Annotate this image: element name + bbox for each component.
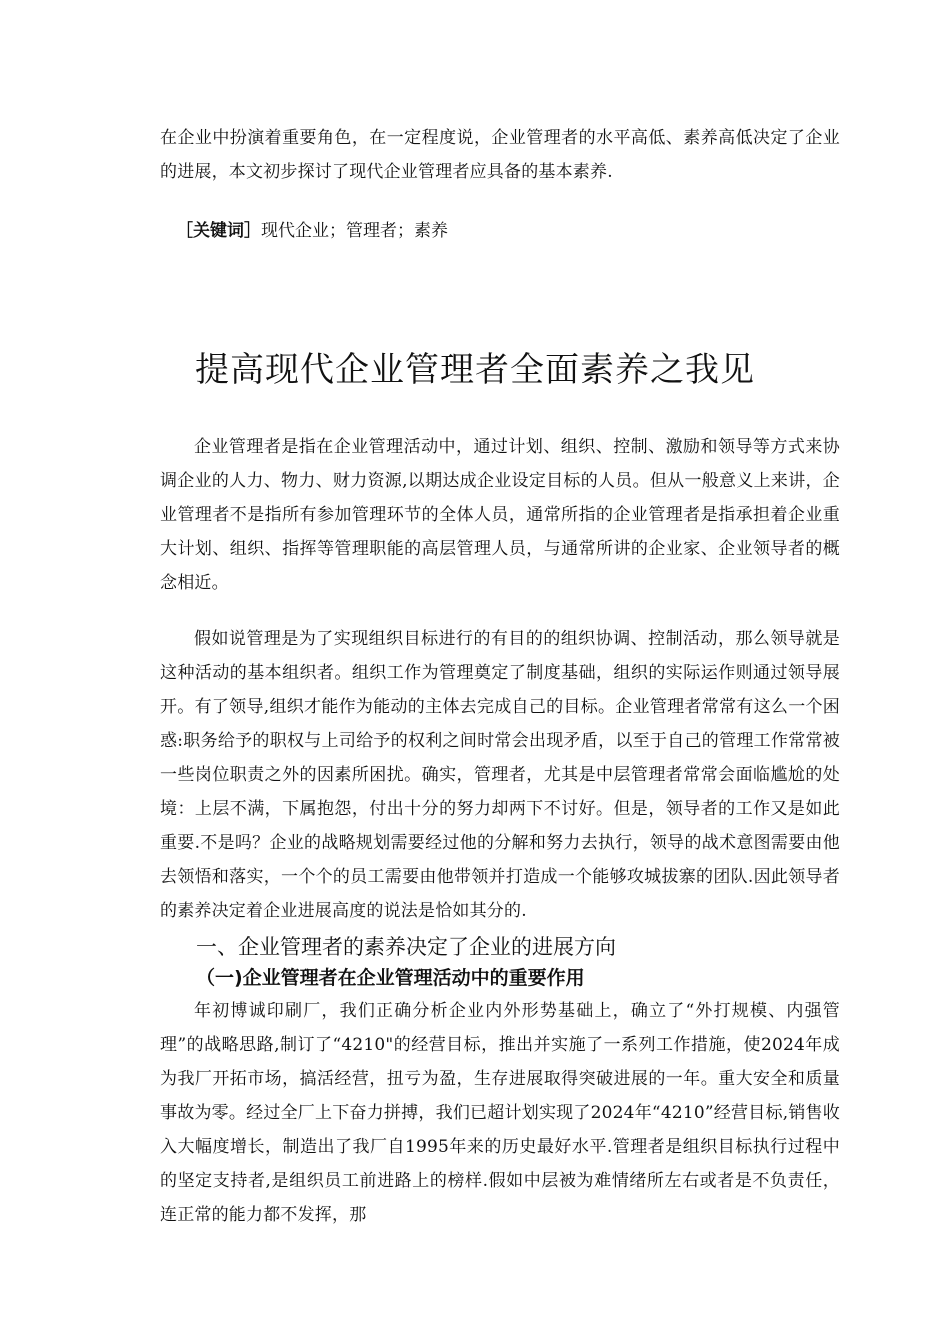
abstract-tail-text: 在企业中扮演着重要角色，在一定程度说，企业管理者的水平高低、素养高低决定了企业的进展，本文初步探讨了现代企业管理者应具备的基本素养. [160,128,840,182]
keywords-line [176,214,448,248]
body-paragraph-3: 年初博诚印刷厂，我们正确分析企业内外形势基础上，确立了“外打规模、内强管理”的战略思路,制订了“4210"的经营目标，推出并实施了一系列工作措施，使2024年成为我厂开拓市场，搞活经营，扭亏为盈，生存进展取得突破进展的一年。重大安全和质量事故为零。经过全厂上下奋力拼搏，我们已超计划实现了2024年“4210”经营目标,销售收入大幅度增长，制造出了我厂自1995年来的历史最好水平.管理者是组织目标执行过程中的坚定支持者,是组织员工前进路上的榜样.假如中层被为难情绪所左右或者是不负责任，连正常的能力都不发挥，那 [160,1001,840,1225]
article-title: 提高现代企业管理者全面素养之我见 [195,350,755,390]
section-heading: 一、企业管理者的素养决定了企业的进展方向 [196,935,616,959]
keywords-value: 现代企业；管理者；素养 [261,221,448,241]
subsection-heading: （一)企业管理者在企业管理活动中的重要作用 [196,967,585,989]
body-paragraph-1: 企业管理者是指在企业管理活动中，通过计划、组织、控制、激励和领导等方式来协调企业的人力、物力、财力资源,以期达成企业设定目标的人员。但从一般意义上来讲，企业管理者不是指所有参加管理环节的全体人员，通常所指的企业管理者是指承担着企业重大计划、组织、指挥等管理职能的高层管理人员，与通常所讲的企业家、企业领导者的概念相近。 [160,437,840,593]
keywords-label: ［关键词］ [176,221,261,241]
body-paragraph-2: 假如说管理是为了实现组织目标进行的有目的的组织协调、控制活动，那么领导就是这种活动的基本组织者。组织工作为管理奠定了制度基础，组织的实际运作则通过领导展开。有了领导,组织才能作为能动的主体去完成自己的目标。企业管理者常常有这么一个困惑:职务给予的职权与上司给予的权利之间时常会出现矛盾，以至于自己的管理工作常常被一些岗位职责之外的因素所困扰。确实，管理者，尤其是中层管理者常常会面临尴尬的处境：上层不满，下属抱怨，付出十分的努力却两下不讨好。但是，领导者的工作又是如此重要.不是吗？企业的战略规划需要经过他的分解和努力去执行，领导的战术意图需要由他去领悟和落实，一个个的员工需要由他带领并打造成一个能够攻城拔寨的团队.因此领导者的素养决定着企业进展高度的说法是恰如其分的. [160,629,840,921]
